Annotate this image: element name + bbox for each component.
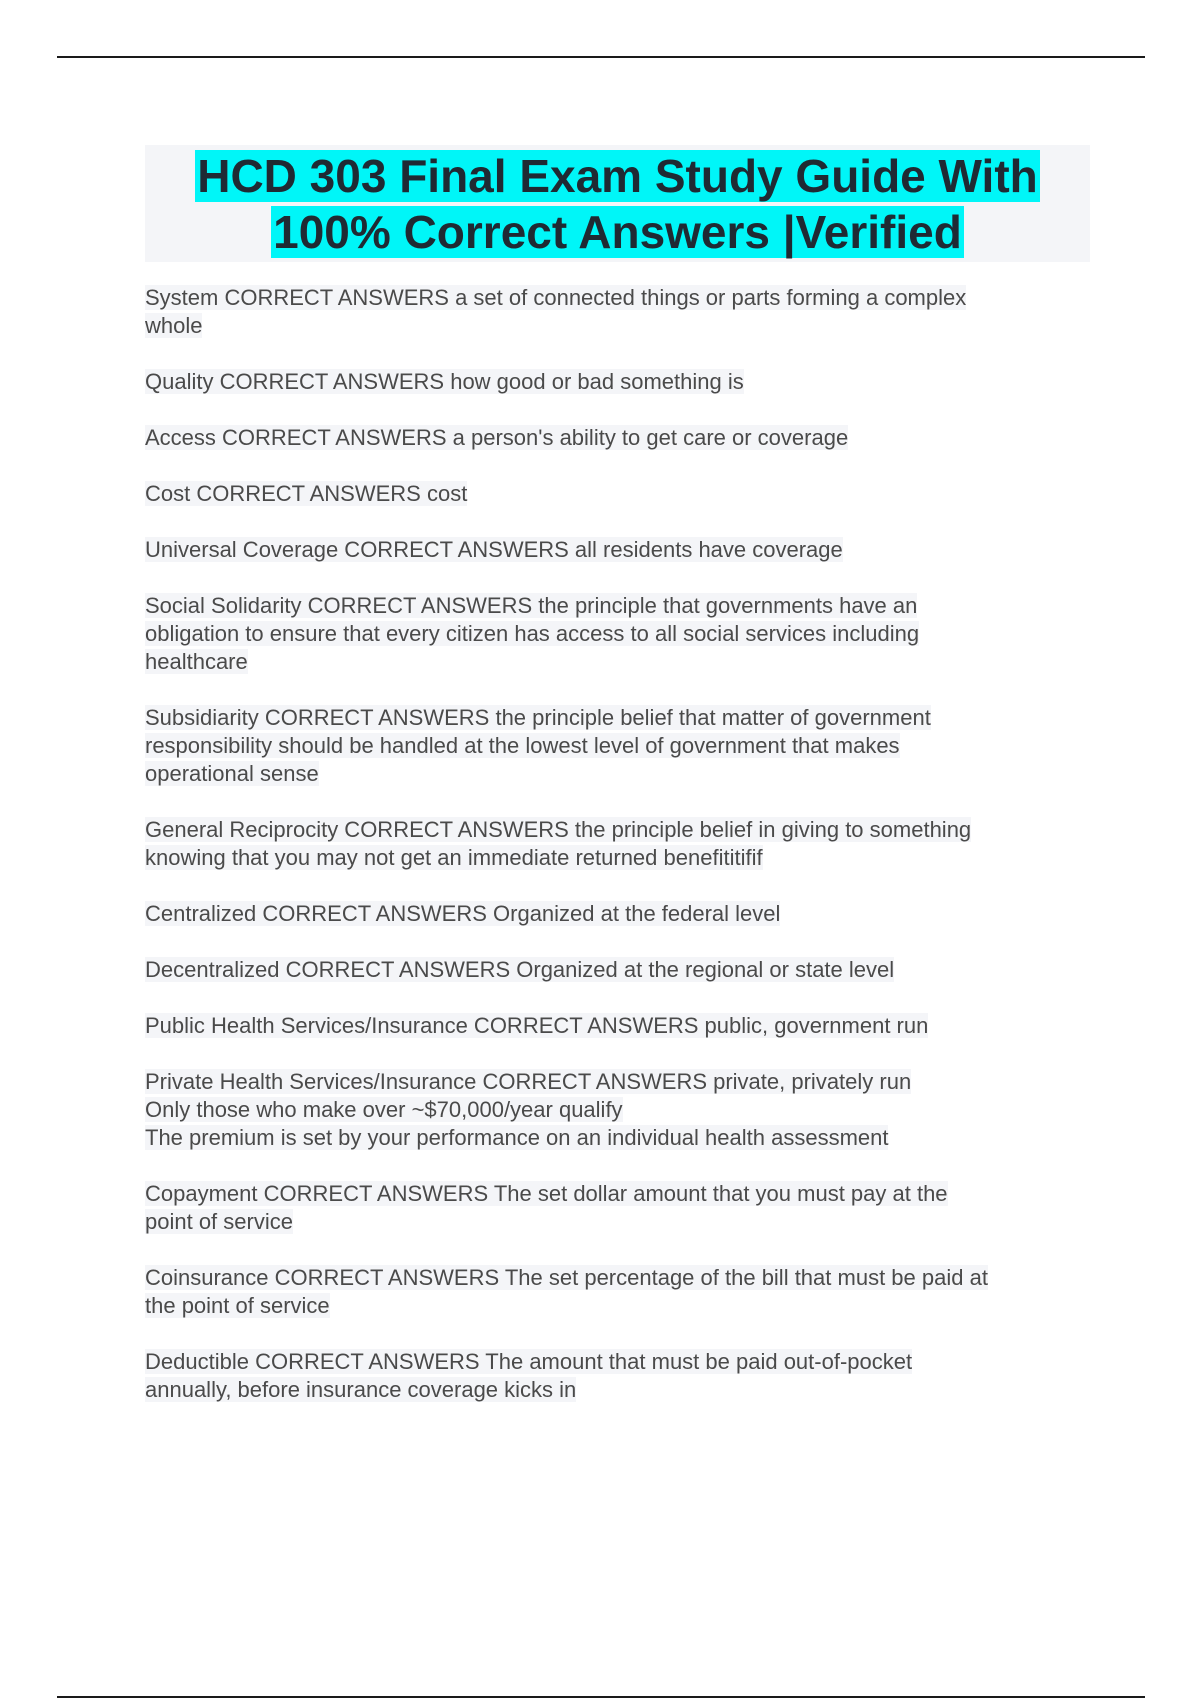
glossary-entry [145,956,1090,984]
entry-line [145,956,1090,984]
entry-line-text: the point of service [145,1293,330,1318]
entry-line [145,620,1090,648]
entry-line-text: operational sense [145,761,319,786]
entry-line-text: Subsidiarity CORRECT ANSWERS the principle belief that matter of government [145,705,931,730]
entry-line-text: knowing that you may not get an immediate returned benefititifif [145,845,763,870]
entry-line [145,732,1090,760]
glossary-entry [145,816,1090,872]
glossary-list [145,284,1090,1404]
entry-line [145,844,1090,872]
footer-rule [57,1696,1145,1698]
glossary-entry [145,424,1090,452]
entry-line-text: Access CORRECT ANSWERS a person's ability to get care or coverage [145,425,849,450]
entry-line [145,1068,1090,1096]
entry-line [145,1348,1090,1376]
glossary-entry [145,1068,1090,1152]
entry-line [145,1208,1090,1236]
glossary-entry [145,592,1090,676]
title-line-2: 100% Correct Answers |Verified [273,206,962,258]
entry-line-text: whole [145,313,203,338]
document-title [145,145,1090,262]
entry-line-text: Quality CORRECT ANSWERS how good or bad something is [145,369,744,394]
entry-line [145,900,1090,928]
entry-line [145,1264,1090,1292]
entry-line-text: Centralized CORRECT ANSWERS Organized at the federal level [145,901,781,926]
glossary-entry [145,704,1090,788]
entry-line [145,1012,1090,1040]
entry-line [145,816,1090,844]
entry-line [145,1124,1090,1152]
glossary-entry [145,536,1090,564]
header-rule [57,56,1145,58]
entry-line-text: Decentralized CORRECT ANSWERS Organized at the regional or state level [145,957,895,982]
entry-line [145,648,1090,676]
glossary-entry [145,284,1090,340]
entry-line-text: Public Health Services/Insurance CORRECT ANSWERS public, government run [145,1013,929,1038]
glossary-entry [145,1180,1090,1236]
entry-line [145,1180,1090,1208]
entry-line [145,1292,1090,1320]
entry-line-text: healthcare [145,649,248,674]
glossary-entry [145,368,1090,396]
glossary-entry [145,1012,1090,1040]
entry-line [145,312,1090,340]
entry-line-text: Deductible CORRECT ANSWERS The amount that must be paid out-of-pocket [145,1349,913,1374]
glossary-entry [145,480,1090,508]
entry-line [145,704,1090,732]
entry-line [145,284,1090,312]
entry-line-text: General Reciprocity CORRECT ANSWERS the principle belief in giving to something [145,817,972,842]
entry-line-text: Only those who make over ~$70,000/year qualify [145,1097,623,1122]
glossary-entry [145,900,1090,928]
entry-line [145,592,1090,620]
glossary-entry [145,1264,1090,1320]
entry-line-text: annually, before insurance coverage kicks in [145,1377,577,1402]
entry-line-text: Social Solidarity CORRECT ANSWERS the principle that governments have an [145,593,918,618]
entry-line-text: Coinsurance CORRECT ANSWERS The set percentage of the bill that must be paid at [145,1265,988,1290]
entry-line-text: Universal Coverage CORRECT ANSWERS all residents have coverage [145,537,843,562]
entry-line-text: System CORRECT ANSWERS a set of connected things or parts forming a complex [145,285,967,310]
entry-line-text: obligation to ensure that every citizen has access to all social services including [145,621,920,646]
entry-line-text: Cost CORRECT ANSWERS cost [145,481,468,506]
entry-line-text: point of service [145,1209,293,1234]
entry-line [145,760,1090,788]
entry-line [145,424,1090,452]
entry-line [145,1096,1090,1124]
glossary-entry [145,1348,1090,1404]
entry-line-text: Copayment CORRECT ANSWERS The set dollar amount that you must pay at the [145,1181,948,1206]
entry-line [145,480,1090,508]
title-line-1: HCD 303 Final Exam Study Guide With [197,150,1038,202]
entry-line-text: Private Health Services/Insurance CORRECT ANSWERS private, privately run [145,1069,912,1094]
entry-line [145,536,1090,564]
entry-line [145,368,1090,396]
entry-line-text: The premium is set by your performance on an individual health assessment [145,1125,889,1150]
entry-line-text: responsibility should be handled at the lowest level of government that makes [145,733,900,758]
entry-line [145,1376,1090,1404]
